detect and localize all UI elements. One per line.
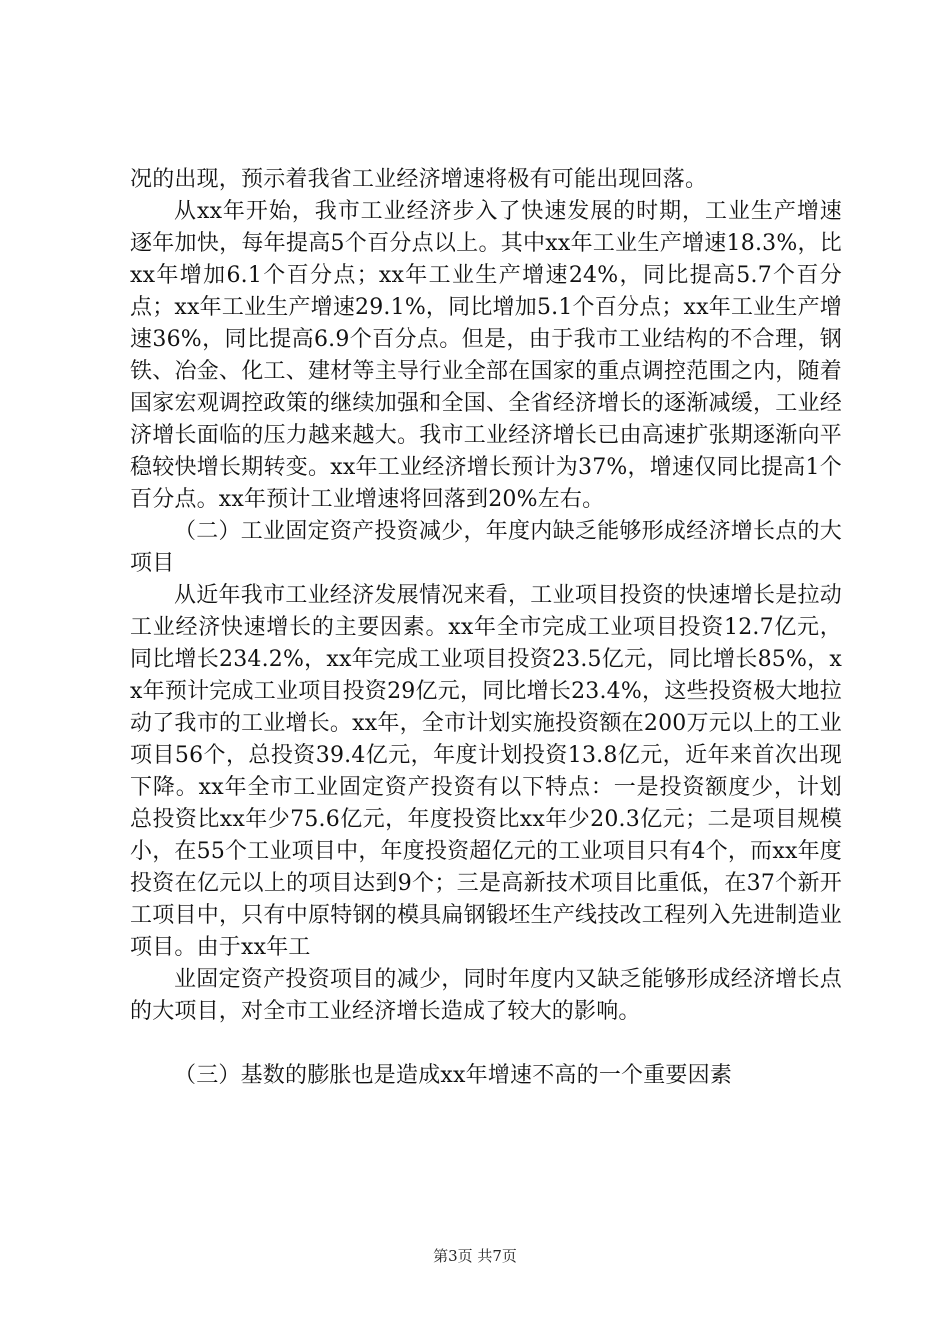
page-footer: 第3页 共7页 (433, 1247, 517, 1265)
paragraph-investment-impact: 业固定资产投资项目的减少，同时年度内又缺乏能够形成经济增长点的大项目，对全市工业经济增长造成了较大的影响。 (130, 967, 842, 1024)
section-heading-3: （三）基数的膨胀也是造成xx年增速不高的一个重要因素 (174, 1063, 733, 1088)
paragraph-continuation: 况的出现，预示着我省工业经济增速将极有可能出现回落。 (130, 167, 708, 192)
paragraph-investment: 从近年我市工业经济发展情况来看，工业项目投资的快速增长是拉动工业经济快速增长的主要因素。xx年全市完成工业项目投资12.7亿元，同比增长234.2%，xx年完成工业项目投资23.5亿元，同比增长85%，xx年预计完成工业项目投资29亿元，同比增长23.4%，这些投资极大地拉动了我市的工业增长。xx年，全市计划实施投资额在200万元以上的工业项目56个，总投资39.4亿元，年度计划投资13.8亿元，近年来首次出现下降。xx年全市工业固定资产投资有以下特点：一是投资额度少，计划总投资比xx年少75.6亿元，年度投资比xx年少20.3亿元；二是项目规模小，在55个工业项目中，年度投资超亿元的工业项目只有4个，而xx年度投资在亿元以上的项目达到9个；三是高新技术项目比重低，在37个新开工项目中，只有中原特钢的模具扁钢锻坯生产线技改工程列入先进制造业项目。由于xx年工 (130, 583, 842, 960)
paragraph-industrial-growth: 从xx年开始，我市工业经济步入了快速发展的时期，工业生产增速逐年加快，每年提高5个百分点以上。其中xx年工业生产增速18.3%，比xx年增加6.1个百分点；xx年工业生产增速24%，同比提高5.7个百分点；xx年工业生产增速29.1%，同比增加5.1个百分点；xx年工业生产增速36%，同比提高6.9个百分点。但是，由于我市工业结构的不合理，钢铁、冶金、化工、建材等主导行业全部在国家的重点调控范围之内，随着国家宏观调控政策的继续加强和全国、全省经济增长的逐渐减缓，工业经济增长面临的压力越来越大。我市工业经济增长已由高速扩张期逐渐向平稳较快增长期转变。xx年工业经济增长预计为37%，增速仅同比提高1个百分点。xx年预计工业增速将回落到20%左右。 (130, 199, 842, 512)
document-body (130, 164, 842, 1092)
paragraph-gap (130, 1028, 842, 1060)
section-heading-2: （二）工业固定资产投资减少，年度内缺乏能够形成经济增长点的大项目 (130, 519, 842, 576)
